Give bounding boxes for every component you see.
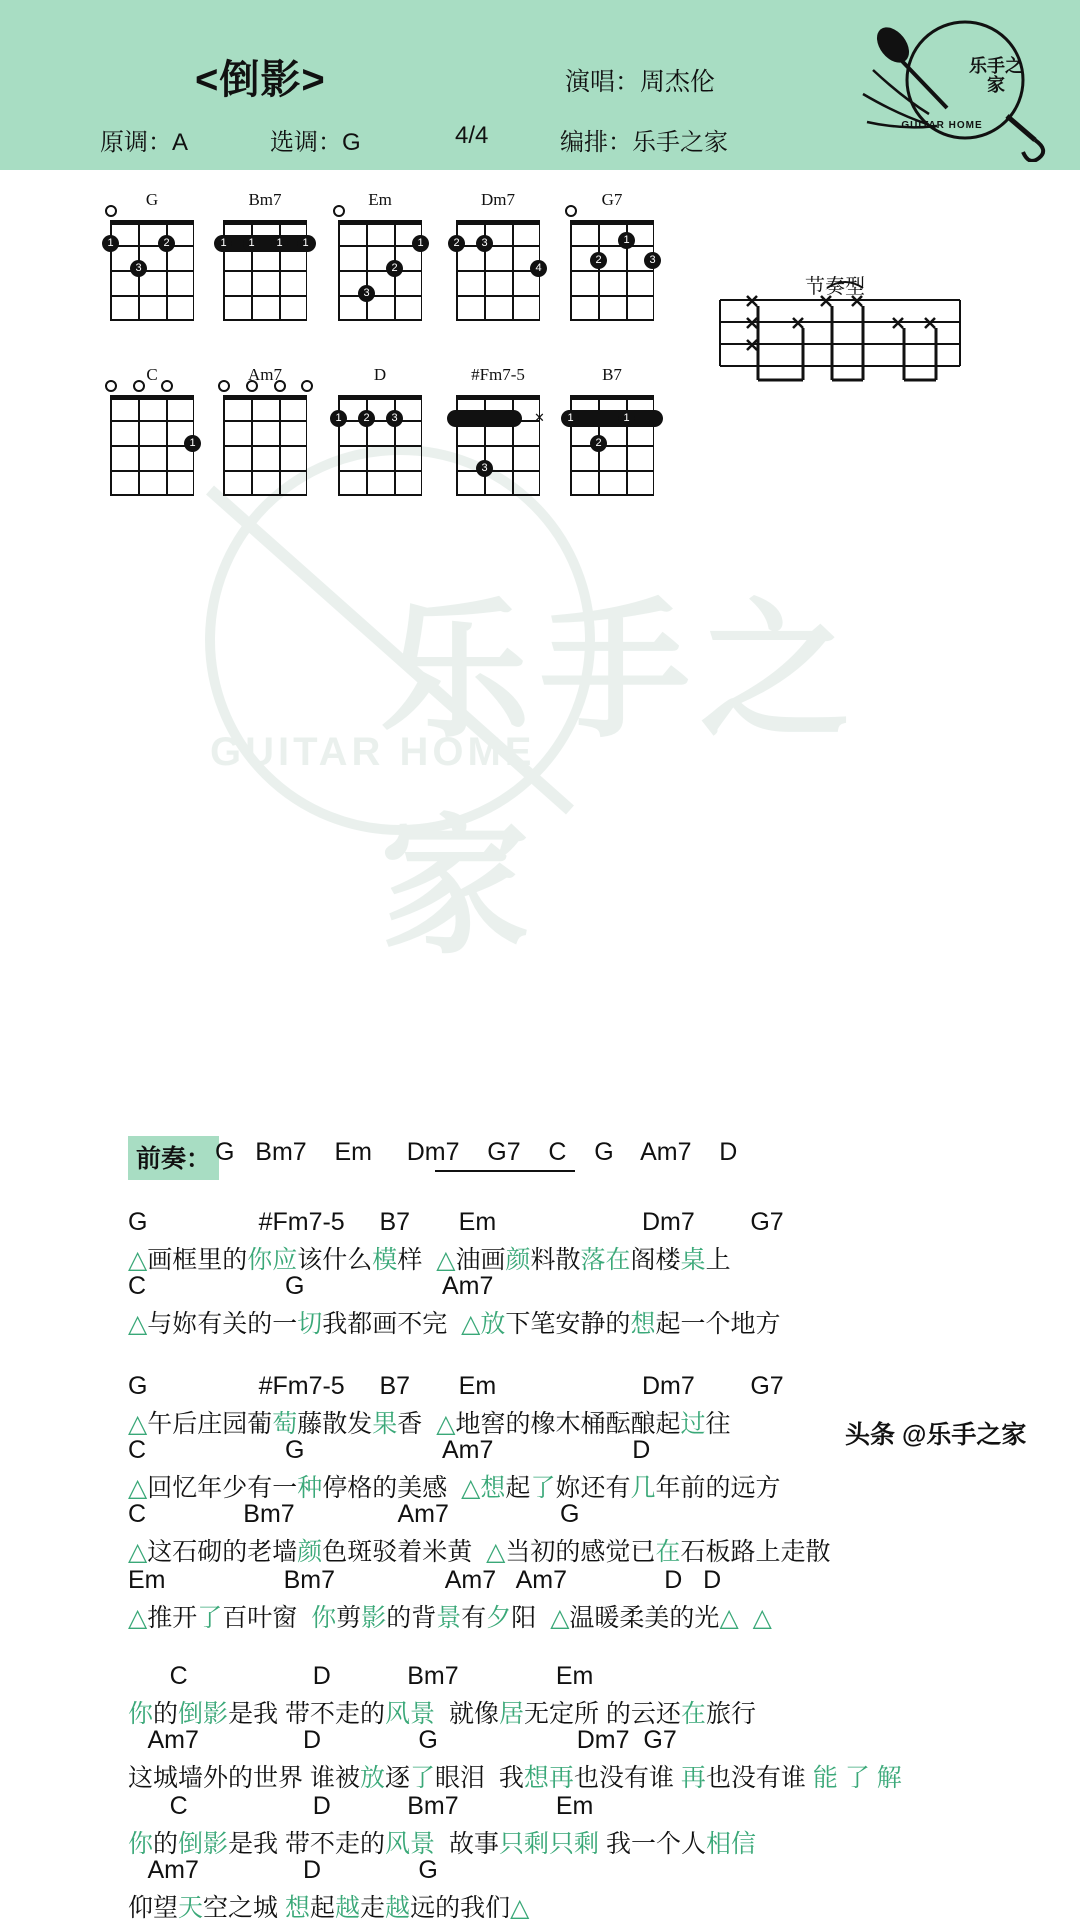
fretboard-grid [107, 220, 194, 320]
finger-dot: 1 [618, 410, 635, 427]
finger-dot: 1 [330, 410, 347, 427]
open-string-marker [246, 380, 258, 392]
open-string-marker [274, 380, 286, 392]
finger-dot: 1 [184, 435, 201, 452]
arranger: 编排：乐手之家 [560, 129, 728, 156]
finger-dot: 2 [386, 260, 403, 277]
meta-row [100, 122, 900, 156]
fretboard-grid [570, 220, 654, 320]
finger-dot: 3 [358, 285, 375, 302]
finger-dot: 1 [562, 410, 579, 427]
brand-logo [855, 12, 1060, 162]
open-string-marker [105, 205, 117, 217]
singer-label: 演唱：周杰伦 [565, 68, 716, 96]
chord-name: Am7 [248, 365, 282, 384]
lyric-line: 仰望天空之城 想起越走越远的我们△ [128, 1894, 530, 1922]
chord-line: C G Am7 D [128, 1436, 651, 1464]
chord-name: Em [368, 190, 392, 209]
finger-dot: 3 [476, 460, 493, 477]
page-header [0, 0, 1080, 170]
footer-brand: 头条 @乐手之家 [845, 1421, 1027, 1449]
rhythm-pattern-staff [715, 270, 965, 390]
finger-dot: 1 [618, 232, 635, 249]
open-string-marker [301, 380, 313, 392]
chord-line: Am7 D G [128, 1856, 438, 1884]
chord-line: C G Am7 [128, 1272, 494, 1300]
prelude-tag: 前奏： [128, 1136, 219, 1180]
finger-dot: 1 [215, 235, 232, 252]
finger-dot: 1 [297, 235, 314, 252]
chord-line: Em Bm7 Am7 Am7 D D [128, 1566, 722, 1594]
fretboard-grid [335, 395, 422, 495]
open-string-marker [161, 380, 173, 392]
watermark-subtext: GUITAR HOME [210, 730, 536, 774]
fretboard-grid [567, 395, 654, 495]
fretboard-grid [453, 220, 542, 320]
chord-line: G #Fm7-5 B7 Em Dm7 G7 [128, 1208, 784, 1236]
fretboard-grid [220, 220, 309, 320]
finger-dot: 2 [448, 235, 465, 252]
lyric-line: △回忆年少有一种停格的美感 △想起了妳还有几年前的远方 [128, 1474, 781, 1502]
finger-dot: 3 [644, 252, 661, 269]
guitar-logo-icon [855, 12, 1060, 162]
page-title: <倒影> [195, 58, 326, 102]
open-string-marker [565, 205, 577, 217]
lyric-line: △推开了百叶窗 你剪影的背景有夕阳 △温暖柔美的光△ △ [128, 1604, 772, 1632]
finger-dot: 4 [530, 260, 547, 277]
original-key: 原调：A [100, 129, 189, 156]
open-string-marker [133, 380, 145, 392]
lyric-line: 这城墙外的世界 谁被放逐了眼泪 我想再也没有谁 再也没有谁 能 了 解 [128, 1764, 902, 1792]
chord-name: C [146, 365, 158, 384]
open-string-marker [333, 205, 345, 217]
lyric-line: △画框里的你应该什么模样 △油画颜料散落在阁楼桌上 [128, 1246, 731, 1274]
fretboard-grid [110, 395, 194, 495]
barre-bar [447, 410, 522, 427]
watermark-text: 乐手之家 [380, 587, 861, 971]
chord-line: G #Fm7-5 B7 Em Dm7 G7 [128, 1372, 784, 1400]
open-string-marker [105, 380, 117, 392]
lyric-line: △这石砌的老墙颜色斑驳着米黄 △当初的感觉已在石板路上走散 [128, 1538, 831, 1566]
finger-dot: 1 [243, 235, 260, 252]
finger-dot: 3 [386, 410, 403, 427]
prelude-underline [435, 1170, 575, 1172]
finger-dot: 2 [358, 410, 375, 427]
finger-dot: 3 [130, 260, 147, 277]
fretboard-grid [223, 395, 307, 495]
chord-name: B7 [602, 365, 622, 384]
fretboard-grid [456, 395, 545, 495]
chord-name: Bm7 [248, 190, 282, 209]
chord-line: C Bm7 Am7 G [128, 1500, 580, 1528]
finger-dot: 1 [412, 235, 429, 252]
rhythm-notation-icon [715, 270, 965, 390]
chord-diagram-section [0, 190, 1080, 520]
chord-name: Dm7 [481, 190, 515, 209]
chord-name: #Fm7-5 [471, 365, 525, 384]
lyric-line: 你的倒影是我 带不走的风景 就像居无定所 的云还在旅行 [128, 1700, 756, 1728]
muted-string-marker: ✕ [534, 410, 545, 425]
lyric-line: △午后庄园葡萄藤散发果香 △地窖的橡木桶酝酿起过往 [128, 1410, 731, 1438]
rhythm-pattern-label: 节奏型 [805, 276, 865, 298]
lyric-line: 你的倒影是我 带不走的风景 故事只剩只剩 我一个人相信 [128, 1830, 756, 1858]
chord-name: G [145, 190, 159, 209]
logo-en-text: GUITAR HOME [901, 120, 983, 131]
lyric-line: △与妳有关的一切我都画不完 △放下笔安静的想起一个地方 [128, 1310, 781, 1338]
chord-line: C D Bm7 Em [128, 1662, 594, 1690]
finger-dot: 1 [102, 235, 119, 252]
finger-dot: 1 [271, 235, 288, 252]
finger-dot: 3 [476, 235, 493, 252]
selected-key: 选调：G [270, 129, 361, 156]
finger-dot: 2 [590, 252, 607, 269]
fretboard-grid [338, 220, 422, 320]
time-signature: 4/4 [455, 122, 489, 149]
chord-line: Am7 D G Dm7 G7 [128, 1726, 677, 1754]
finger-dot: 2 [590, 435, 607, 452]
chord-name: D [373, 365, 387, 384]
logo-cn-text: 乐手之家 [969, 56, 1023, 95]
finger-dot: 2 [158, 235, 175, 252]
chord-line: C D Bm7 Em [128, 1792, 594, 1820]
chord-name: G7 [601, 190, 623, 209]
prelude-chords: G Bm7 Em Dm7 G7 C G Am7 D [215, 1138, 738, 1166]
open-string-marker [218, 380, 230, 392]
